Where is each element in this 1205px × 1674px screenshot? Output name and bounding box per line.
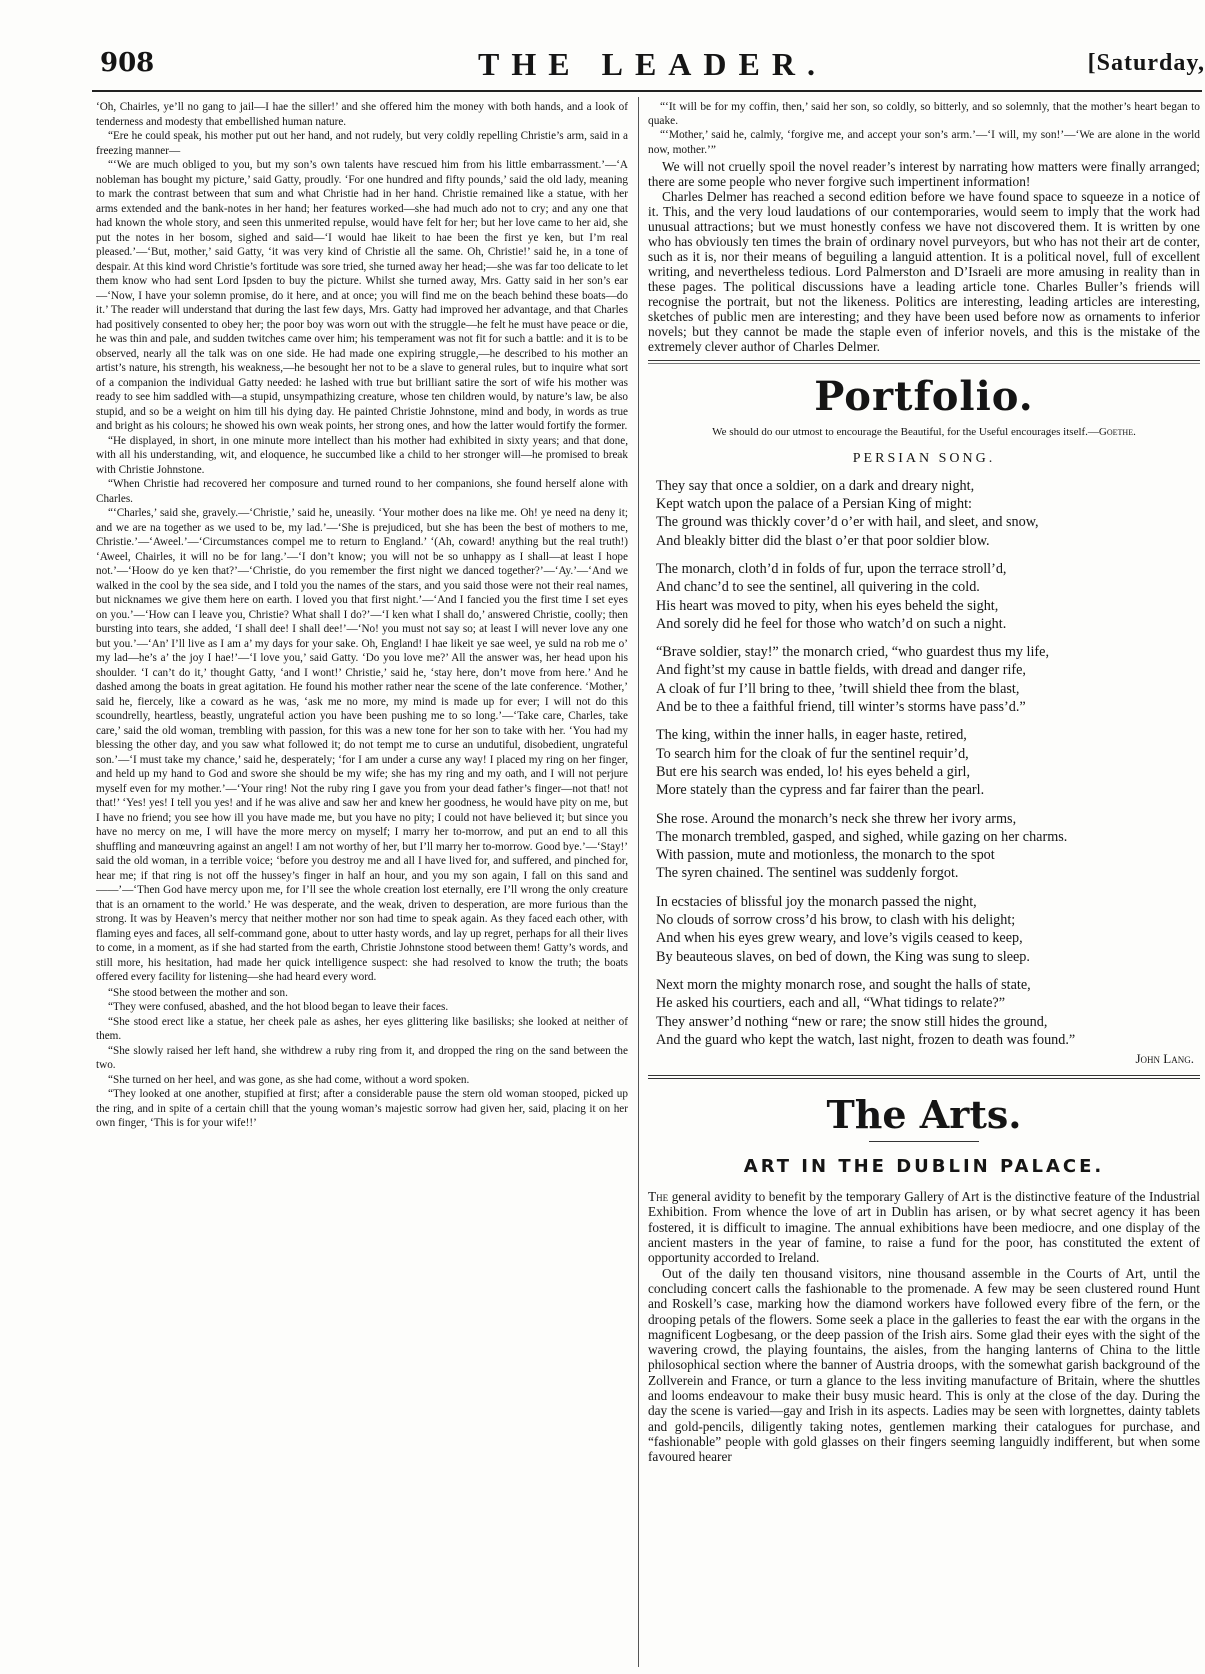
poem <box>648 477 1200 1049</box>
poem-line: And be to thee a faithful friend, till winter’s storms have pass’d.” <box>656 699 1026 716</box>
story-paragraph: “She turned on her heel, and was gone, as she had come, without a word spoken. <box>108 1073 470 1086</box>
poem-line: By beauteous slaves, on bed of down, the King was sung to sleep. <box>656 948 1030 965</box>
arts-heading: The Arts. <box>826 1092 1022 1138</box>
story-paragraph: ‘Oh, Chairles, ye’ll no gang to jail—I hae the siller!’ and she offered him the money with both hands, and a look of tenderness and modesty that embellished human nature. <box>96 101 628 128</box>
poem-line: And chanc’d to see the sentinel, all quivering in the cold. <box>656 579 980 596</box>
section-rule <box>648 1075 1200 1079</box>
poem-line: No clouds of sorrow cross’d his brow, to clash with his delight; <box>656 912 1016 929</box>
story-paragraph: “‘We are much obliged to you, but my son’s own talents have rescued him from his little embarrassment.’—‘A nobleman has bought my picture,’ said Gatty, proudly. ‘For one hundred and fifty pounds,’ said the old lady, meaning to mark the contrast between that sum and what Christie had in her hand. Christie remained like a statue, with her arms extended and the bank-notes in her hand; her features worked—she had much ado not to cry; and any one that had known the whole story, and seen this unmerited repulse, would have felt for her; but her love came to her aid, she put the notes in her bosom, sighed and said—‘I would hae likeit to hae been the first ye ken, but I’m real pleased.’—‘But, mother,’ said Gatty, ‘it was very kind of Christie all the same. Oh, Christie!’ said he, in a tone of despair. At this kind word Christie’s fortitude was sore tried, she turned away her head;—she was far too delicate to let them know who had sent Lord Ipsden to buy the picture. Whilst she turned away, Mrs. Gatty said in her son’s ear—‘Now, I have your solemn promise, do it here, and at once; you will find me on the beach behind these boats—do it.’ The reader will understand that during the last few days, Mrs. Gatty had improved her advantage, and that Charles had positively consented to obey her; the poor boy was worn out with the struggle—he felt he must have peace or die, he was thin and pale, and sudden twitches came over him; his temperament was not fit for such a battle: and it is to be observed, nearly all the talk was on one side. He had made one expiring struggle,—he described to his mother an artist’s nature, his strength, his weakness,—he besought her not to be a slave to general rules, but to inquire what sort of a companion the individual Gatty needed: he lashed with true but brilliant satire the sort of wife his mother was ready to see him saddled with—a stupid, unsympathizing creature, whose ten children would, by nature’s law, be also stupid, and so be a weight on him till his dying day. He painted Christie Johnstone, mind and body, in words as true and bright as his colours; he showed his own weak points, her strong ones, and how the latter would fortify the former. <box>96 159 628 432</box>
story-paragraph: “Ere he could speak, his mother put out her hand, and not rudely, but very coldly repelling Christie’s arm, said in a freezing manner— <box>96 130 628 157</box>
story-paragraph: “She stood erect like a statue, her cheek pale as ashes, her eyes glittering like basilisks; she looked at neither of them. <box>96 1015 628 1042</box>
motto-text: We should do our utmost to encourage the Beautiful, for the Useful encourages itself.— <box>712 425 1099 438</box>
portfolio-motto <box>648 426 1200 439</box>
poem-line: They answer’d nothing “new or rare; the snow still hides the ground, <box>656 1013 1048 1030</box>
poem-line: To search him for the cloak of fur the sentinel requir’d, <box>656 745 969 762</box>
poem-line: And bleakly bitter did the blast o’er that poor soldier blow. <box>656 532 990 549</box>
poem-line: The syren chained. The sentinel was suddenly forgot. <box>656 865 959 882</box>
poem-line: His heart was moved to pity, when his eyes beheld the sight, <box>656 597 999 614</box>
story-paragraph: “‘Charles,’ said she, gravely.—‘Christie,’ said he, uneasily. ‘Your mother does na like me. Oh! ye need na deny it; and we are na together as we used to be, my lad.’—‘She is prejudiced, but she has been the best of mothers to me, Christie.’—‘Aweel.’—‘Circumstances compel me to return to England.’ ‘(Ah, coward! anything but the real truth!) ‘Aweel, Chairles, it will no be for lang.’—‘I don’t know; you will not be so unhappy as I shall—at least I hope not.’—‘Hoow do ye ken that?’—‘Christie, do you remember the first night we danced together?’—‘Ay.’—‘And we walked in the cool by the sea side, and I told you the names of the stars, and you said those were not their real names, but nicknames we give them here on earth. I loved you that first night.’—‘And I fancied you the first time I set eyes on you.’—‘How can I leave you, Christie? What shall I do?’—‘I ken what I shall do,’ answered Christie, coolly; then bursting into tears, she added, ‘I shall dee! I shall dee!’—‘No! you must not say so; at least I will never love any one but you.’—‘An’ I’ll live as I am a’ my days for your sake. Oh, England! I hae likeit ye sae weel, ye suld na rob me o’ my lad—he’s a’ the joy I hae!’—‘I love you,’ said Gatty. ‘Do you love me?’ All the answer was, her head upon his shoulder. ‘I can’t do it,’ thought Gatty, ‘and I wont!’ Christie,’ said he, ‘stay here, don’t move from here.’ And he dashed among the boats in great agitation. He found his mother rather near the scene of the late conference. ‘Mother,’ said he, fiercely, like a coward as he was, ‘ask me no more, my mind is made up for ever; I will not do this scoundrelly, heartless, beastly, ungrateful action you have been pushing me to so long.’—‘Take care, Charles, take care,’ said the old woman, trembling with passion, for this was a new tone for her son to take with her. ‘You had my blessing the other day, and you saw what followed it; do not tempt me to curse an undutiful, disobedient, ungrateful son.’—‘I must take my chance,’ said he, desperately; ‘for I am under a curse any way! I placed my ring on her finger, and held up my hand to God and swore she should be my wife; she has my ring and my oath, and I will not perjure myself even for my mother.’—‘Your ring! Not the ruby ring I gave you from your dead father’s finger—not that! not that!’ ‘Yes! yes! I tell you yes! and if he was alive and saw her and knew her goodness, he would have pity on me, but I have no friend; you see how ill you have made me, but you have no pity; I could not have believed it; but since you have no mercy on me, I will have the more mercy on myself; I marry her to-morrow, and put an end to all this shuffling and manœuvring against an angel! I am not worthy of her, but I’ll marry her to-morrow. Good bye.’—‘Stay!’ said the old woman, in a terrible voice; ‘before you destroy me and all I have lived for, and suffered, and pinched for, hear me; if that ring is not off the hussey’s finger in half an hour, and you my son again, I fall on this sand and ——’—‘Then God have mercy upon me, for I’ll see the whole creation lost eternally, ere I’ll wrong the only creature that is an ornament to the world.’ He was desperate, and the weak, driven to desperation, are more furious than the strong. It was by Heaven’s mercy that neither mother nor son had time to speak again. As they faced each other, with flaming eyes and faces, all self-command gone, about to utter hasty words, and lay up regret, perhaps for all their lives to come, in a moment, as if she had started from the earth, Christie Johnstone stood between them! Gatty’s words, and still more, his hesitation, had made her quick intelligence suspect: she had resolved to know the truth; the boats offered every facility for listening—she had heard every word. <box>96 507 628 983</box>
poem-title: PERSIAN SONG. <box>852 450 996 466</box>
story-paragraph: “He displayed, in short, in one minute more intellect than his mother had exhibited in sixty years; and that done, with all his understanding, wit, and eloquence, he succumbed like a child to her stronger will—he promised to break with Christie Johnstone. <box>96 434 628 476</box>
story-paragraph: “When Christie had recovered her composure and turned round to her companions, she found herself alone with Charles. <box>96 478 628 505</box>
page-number: 908 <box>100 48 155 78</box>
title-rule <box>869 1141 979 1142</box>
portfolio-heading: Portfolio. <box>814 372 1034 420</box>
poem-line: The king, within the inner halls, in eager haste, retired, <box>656 727 967 744</box>
review-paragraph: Charles Delmer has reached a second edition before we have found space to squeeze in a notice of it. This, and the very loud laudations of our contemporaries, would seem to imply that the work had unusual attractions; but we must honestly confess we have not discovered them. It is written by one who has obviously ten times the brain of ordinary novel purveyors, but who has not their art de conter, such as it is, nor their means of beguiling a languid attention. It is a political novel, full of excellent writing, and nevertheless tedious. Lord Palmerston and D’Israeli are more amusing in reality than in these pages. The political discussions have a leading article tone. Charles Buller’s friends will recognise the portrait, but not the likeness. Politics are interesting, leading articles are interesting, sketches of public men are interesting; and they have been used before now as ornaments to inferior novels; but they cannot be made the staple even of inferior novels, and this is the mistake of the extremely clever author of Charles Delmer. <box>648 188 1200 354</box>
masthead <box>100 44 1205 90</box>
poem-line: With passion, mute and motionless, the monarch to the spot <box>656 847 995 864</box>
poem-line: They say that once a soldier, on a dark and dreary night, <box>656 477 975 494</box>
poem-line: A cloak of fur I’ll bring to thee, ’twill shield thee from the blast, <box>656 680 1020 697</box>
poem-stanza <box>656 893 1200 966</box>
poem-line: And the guard who kept the watch, last night, frozen to death was found.” <box>656 1031 1076 1048</box>
poem-line: More stately than the cypress and far fairer than the pearl. <box>656 782 985 799</box>
poem-author: John Lang. <box>1135 1051 1194 1067</box>
left-column <box>96 100 628 1670</box>
poem-stanza <box>656 726 1200 799</box>
poem-line: The monarch trembled, gasped, and sighed, while gazing on her charms. <box>656 828 1068 845</box>
right-column <box>648 100 1200 1670</box>
first-word: The <box>648 1189 669 1205</box>
poem-line: And sorely did he feel for those who watch’d on such a night. <box>656 615 1007 632</box>
poem-line: She rose. Around the monarch’s neck she threw her ivory arms, <box>656 810 1017 827</box>
story-conclusion <box>648 100 1200 157</box>
article-paragraph <box>648 1189 1200 1265</box>
arts-article <box>648 1189 1200 1464</box>
poem-stanza <box>656 976 1200 1049</box>
newspaper-title: THE LEADER. <box>478 46 827 82</box>
story-paragraph: “‘Mother,’ said he, calmly, ‘forgive me, and accept your son’s arm.’—‘I will, my son!’—‘We are alone in the world now, mother.’” <box>648 129 1200 156</box>
poem-line: And fight’st my cause in battle fields, with dread and danger rife, <box>656 662 1026 679</box>
poem-stanza <box>656 643 1200 716</box>
paragraph-text: general avidity to benefit by the temporary Gallery of Art is the distinctive feature of the Industrial Exhibition. From whence the love of art in Dublin has arisen, or by what secret agency it has been fostered, it is difficult to imagine. The annual exhibitions have been mediocre, and one display of the ancient masters in the year of famine, to raise a fund for the poor, has constituted the extent of opportunity accorded to Ireland. <box>648 1189 1200 1266</box>
article-title: ART IN THE DUBLIN PALACE. <box>743 1156 1105 1178</box>
story-paragraph: “She stood between the mother and son. <box>108 986 288 999</box>
review-paragraph: We will not cruelly spoil the novel reader’s interest by narrating how matters were finally arranged; there are some people who never forgive such impertinent information! <box>648 158 1200 189</box>
poem-line: Next morn the mighty monarch rose, and sought the halls of state, <box>656 976 1031 993</box>
story-paragraph: “They were confused, abashed, and the hot blood began to leave their faces. <box>108 1001 449 1013</box>
story-paragraph: “‘It will be for my coffin, then,’ said her son, so coldly, so bitterly, and so solemnly, that the mother’s heart began to quake. <box>648 101 1200 128</box>
column-divider <box>638 97 639 1667</box>
story-paragraph: “They looked at one another, stupified at first; after a considerable pause the stern old woman stooped, picked up the ring, and in spite of a certain chill that the young woman’s majestic sorrow had given her, said, placing it on her own finger, ‘This is for your wife!!’ <box>96 1088 628 1129</box>
section-rule <box>648 360 1200 361</box>
poem-stanza <box>656 810 1200 883</box>
review-text <box>648 159 1200 354</box>
masthead-rule <box>92 90 1202 92</box>
poem-stanza <box>656 477 1200 550</box>
motto-author: Goethe. <box>1098 425 1136 438</box>
story-paragraph: “She slowly raised her left hand, she withdrew a ruby ring from it, and dropped the ring on the sand between the two. <box>96 1044 628 1071</box>
poem-line: But ere his search was ended, lo! his eyes beheld a girl, <box>656 763 970 780</box>
poem-line: He asked his courtiers, each and all, “What tidings to relate?” <box>656 995 1006 1012</box>
issue-day: [Saturday, <box>1087 50 1205 76</box>
poem-line: In ecstacies of blissful joy the monarch passed the night, <box>656 893 977 910</box>
article-paragraph: Out of the daily ten thousand visitors, nine thousand assemble in the Courts of Art, until the concluding concert calls the fashionable to the promenade. A few may be seen clustered round Hunt and Roskell’s case, marking how the diamond workers have followed every fibre of the fern, or the drooping petals of the flowers. Some seek a place in the galleries to feast the ear with the organs in the magnificent Logbesang, or the deep passion of the Irish airs. Some glad their eyes with the sight of the wavering crowd, the playing fountains, the aisles, from the hanging lanterns of China to the little philosophical section where the banner of Austria droops, with the somewhat garish background of the Zollverein and France, or turn a glance to the less inviting manufacture of Britain, where the shuttles and looms endeavour to make their busy music heard. This is only at the close of the day. During the day the scene is varied—gay and Irish in its aspects. Ladies may be seen with lorgnettes, dainty tablets and gold-pencils, diligently taking notes, gentlemen marking their catalogues for purchase, and “fashionable” people with gold glasses on their fingers seeming languidly indifferent, but when some favoured hearer <box>648 1265 1200 1465</box>
poem-line: The ground was thickly cover’d o’er with hail, and sleet, and snow, <box>656 514 1039 531</box>
poem-line: “Brave soldier, stay!” the monarch cried, “who guardest thus my life, <box>656 644 1050 661</box>
poem-line: And when his eyes grew weary, and love’s vigils ceased to keep, <box>656 930 1023 947</box>
poem-stanza <box>656 560 1200 633</box>
section-rule <box>648 363 1200 364</box>
poem-line: The monarch, cloth’d in folds of fur, upon the terrace stroll’d, <box>656 561 1007 577</box>
poem-line: Kept watch upon the palace of a Persian King of might: <box>656 496 972 513</box>
